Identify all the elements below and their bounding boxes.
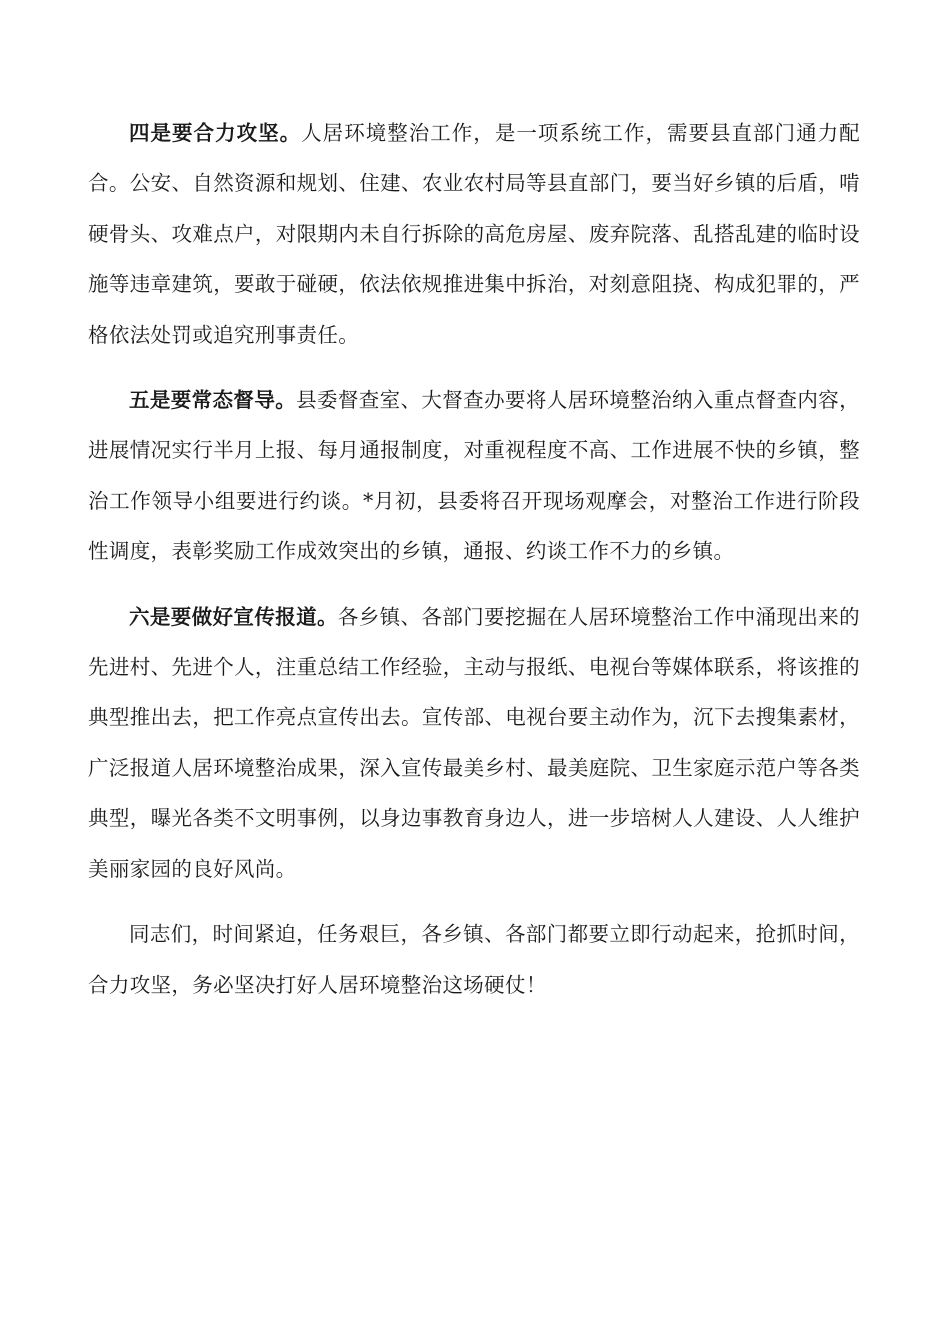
paragraph-body: 同志们，时间紧迫，任务艰巨，各乡镇、各部门都要立即行动起来，抢抓时间，合力攻坚，务必坚决打好人居环境整治这场硬仗！ [88,922,860,997]
paragraph-closing [88,909,860,1010]
paragraph-body: 县委督查室、大督查办要将人居环境整治纳入重点督查内容，进展情况实行半月上报、每月通报制度，对重视程度不高、工作进展不快的乡镇，整治工作领导小组要进行约谈。*月初，县委将召开现场观摩会，对整治工作进行阶段性调度，表彰奖励工作成效突出的乡镇，通报、约谈工作不力的乡镇。 [88,388,860,564]
document-page [88,108,860,1025]
paragraph-heading: 四是要合力攻坚。 [129,121,302,145]
paragraph-heading: 六是要做好宣传报道。 [129,604,338,629]
paragraph-heading: 五是要常态督导。 [129,388,297,413]
paragraph-supervision [88,375,860,577]
paragraph-joint-effort [88,108,860,360]
paragraph-body: 各乡镇、各部门要挖掘在人居环境整治工作中涌现出来的先进村、先进个人，注重总结工作经验，主动与报纸、电视台等媒体联系，将该推的典型推出去，把工作亮点宣传出去。宣传部、电视台要主动作为，沉下去搜集素材，广泛报道人居环境整治成果，深入宣传最美乡村、最美庭院、卫生家庭示范户等各类典型，曝光各类不文明事例，以身边事教育身边人，进一步培树人人建设、人人维护美丽家园的良好风尚。 [88,604,861,881]
paragraph-publicity [88,592,860,894]
paragraph-body: 人居环境整治工作，是一项系统工作，需要县直部门通力配合。公安、自然资源和规划、住建、农业农村局等县直部门，要当好乡镇的后盾，啃硬骨头、攻难点户，对限期内未自行拆除的高危房屋、废弃院落、乱搭乱建的临时设施等违章建筑，要敢于碰硬，依法依规推进集中拆治，对刻意阻挠、构成犯罪的，严格依法处罚或追究刑事责任。 [88,121,860,347]
